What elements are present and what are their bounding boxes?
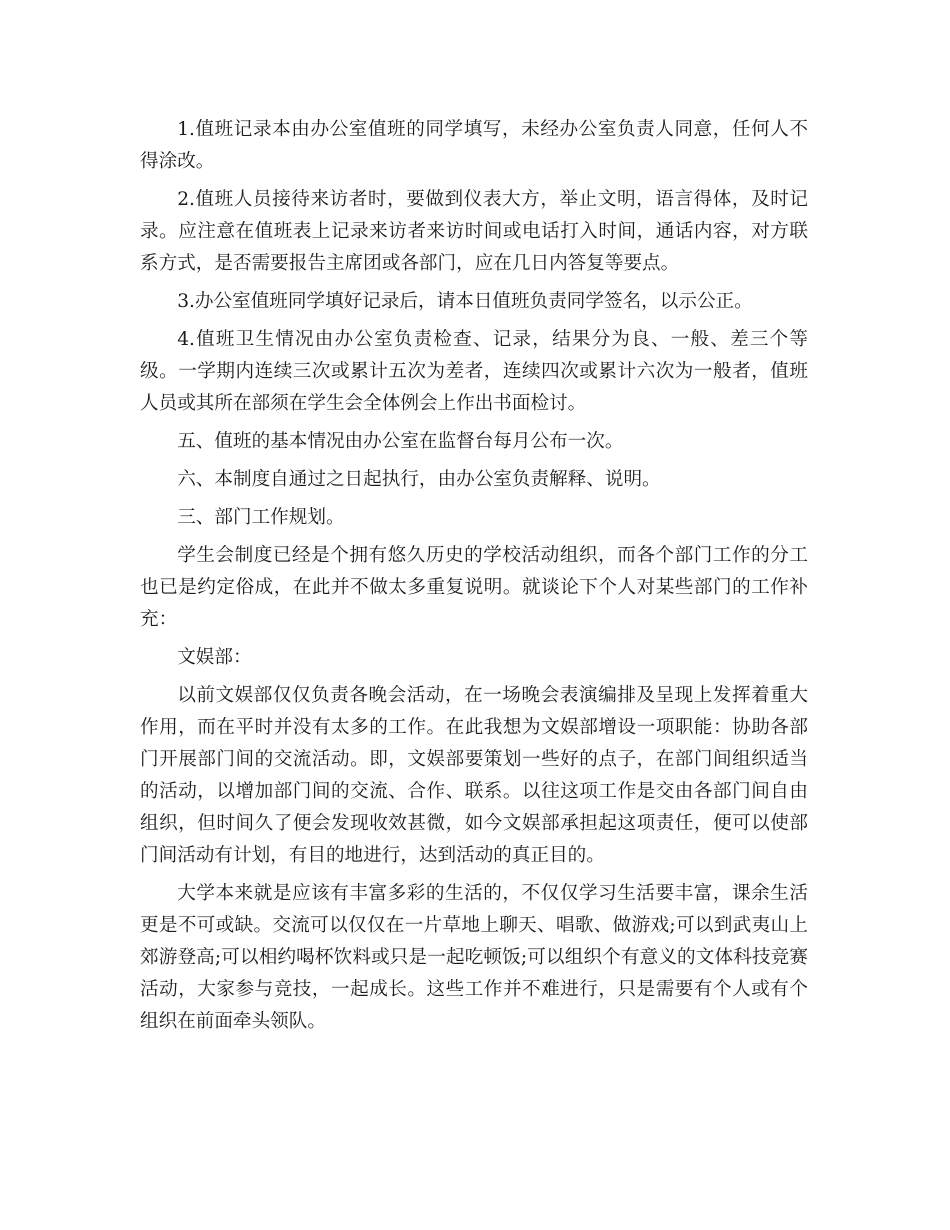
paragraph-university-life: 大学本来就是应该有丰富多彩的生活的，不仅仅学习生活要丰富，课余生活更是不可或缺。交流可以仅仅在一片草地上聊天、唱歌、做游戏;可以到武夷山上郊游登高;可以相约喝杯饮料或只是一起吃顿饭;可以组织个有意义的文体科技竞赛活动，大家参与竞技，一起成长。这些工作并不难进行，只是需要有个人或有个组织在前面牵头领队。 — [140, 883, 808, 1032]
paragraph-monthly-publish: 五、值班的基本情况由办公室在监督台每月公布一次。 — [177, 431, 624, 452]
paragraph-hygiene-check: 4.值班卫生情况由办公室负责检查、记录，结果分为良、一般、差三个等级。一学期内连续三次或累计五次为差者，连续四次或累计六次为一般者，值班人员或其所在部须在学生会全体例会上作出书面检讨。 — [140, 329, 808, 414]
paragraph-entertainment-role: 以前文娱部仅仅负责各晚会活动，在一场晚会表演编排及呈现上发挥着重大作用，而在平时并没有太多的工作。在此我想为文娱部增设一项职能：协助各部门开展部门间的交流活动。即，文娱部要策划一些好的点子，在部门间组织适当的活动，以增加部门间的交流、合作、联系。以往这项工作是交由各部门间自由组织，但时间久了便会发现收效甚微，如今文娱部承担起这项责任，便可以使部门间活动有计划，有目的地进行，达到活动的真正目的。 — [140, 685, 808, 866]
paragraph-duty-record: 1.值班记录本由办公室值班的同学填写，未经办公室负责人同意，任何人不得涂改。 — [140, 119, 808, 172]
document-body — [140, 114, 808, 1044]
section-heading-department-plan: 三、部门工作规划。 — [177, 507, 345, 528]
subheading-entertainment-dept: 文娱部： — [177, 647, 252, 668]
paragraph-effective-date: 六、本制度自通过之日起执行，由办公室负责解释、说明。 — [177, 469, 661, 490]
paragraph-student-union-intro: 学生会制度已经是个拥有悠久历史的学校活动组织，而各个部门工作的分工也已是约定俗成，在此并不做太多重复说明。就谈论下个人对某些部门的工作补充： — [140, 545, 808, 630]
paragraph-signature: 3.办公室值班同学填好记录后，请本日值班负责同学签名，以示公正。 — [177, 291, 753, 312]
paragraph-visitor-reception: 2.值班人员接待来访者时，要做到仪表大方，举止文明，语言得体，及时记录。应注意在值班表上记录来访者来访时间或电话打入时间，通话内容，对方联系方式，是否需要报告主席团或各部门，应在几日内答复等要点。 — [140, 189, 808, 274]
